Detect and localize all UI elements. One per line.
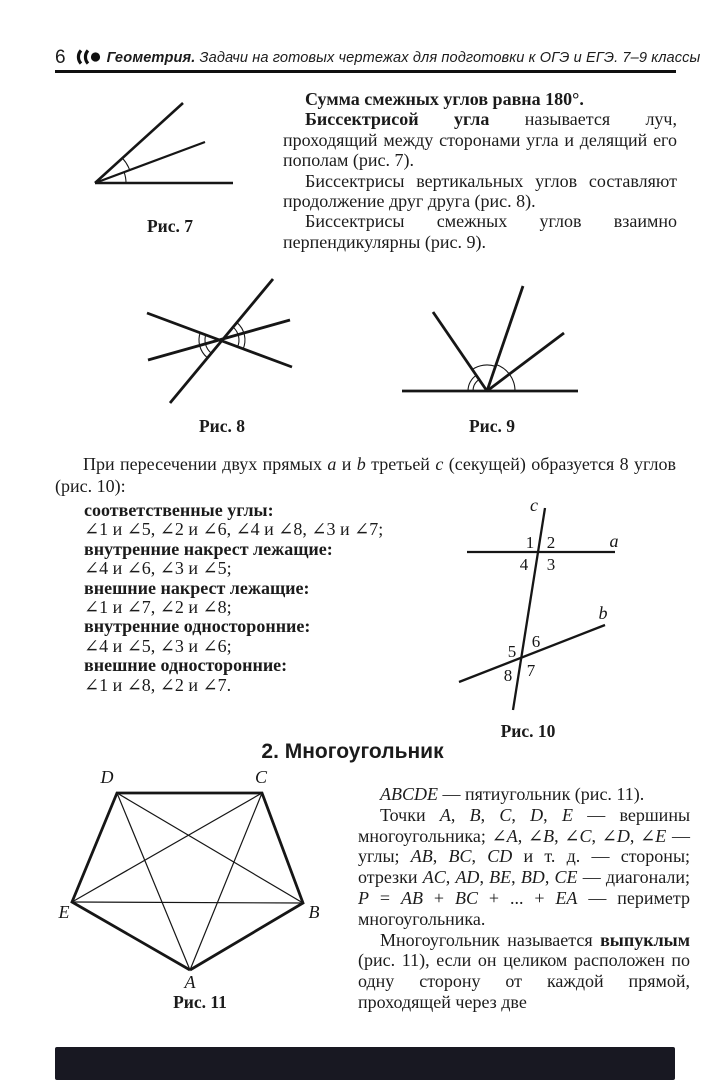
vertex-e-label: E bbox=[58, 902, 70, 922]
figure-7-angle-bisector bbox=[55, 88, 240, 188]
angle-pairs-list bbox=[84, 501, 454, 695]
figure-10-transversal bbox=[450, 495, 625, 717]
angle-5-label: 5 bbox=[507, 642, 517, 661]
header-rule bbox=[55, 70, 676, 73]
line-c-label: c bbox=[530, 495, 538, 515]
pair-title: внутренние односторонние: bbox=[84, 616, 311, 637]
pair-angles: ∠1 и ∠7, ∠2 и ∠8; bbox=[84, 597, 232, 618]
intro-paragraph-2: Биссектрисой угла называется луч, проходящий между сторонами угла и делящий его пополам (рис. 7). bbox=[283, 109, 677, 171]
angle-4-label: 4 bbox=[519, 555, 529, 574]
line-a-label: a bbox=[609, 531, 619, 551]
pair-angles: ∠4 и ∠5, ∠3 и ∠6; bbox=[84, 635, 232, 656]
transversal-paragraph: При пересечении двух прямых a и b третьей c (секущей) образуется 8 углов (рис. 10): bbox=[55, 454, 676, 496]
polygon-paragraph-3: Многоугольник называется выпуклым (рис. 11), если он целиком расположен по одну сторону от каждой прямой, проходящей через две bbox=[358, 929, 690, 1012]
pair-angles: ∠1 и ∠5, ∠2 и ∠6, ∠4 и ∠8, ∠3 и ∠7; bbox=[84, 519, 384, 540]
figure-11-pentagon bbox=[50, 765, 330, 993]
pair-title: внешние накрест лежащие: bbox=[84, 577, 310, 598]
book-logo-icon bbox=[74, 49, 101, 65]
intro-text bbox=[283, 89, 677, 252]
intro-paragraph-1: Сумма смежных углов равна 180°. bbox=[305, 89, 584, 109]
intro-paragraph-4: Биссектрисы смежных углов взаимно перпендикулярны (рис. 9). bbox=[283, 211, 677, 252]
section-2-heading: 2. Многоугольник bbox=[261, 740, 444, 763]
figure-9-caption: Рис. 9 bbox=[468, 416, 516, 436]
figure-8-vertical-angle-bisectors bbox=[140, 272, 305, 412]
vertex-b-label: B bbox=[308, 902, 320, 922]
line-b-label: b bbox=[598, 603, 608, 623]
angle-1-label: 1 bbox=[525, 533, 535, 552]
pair-angles: ∠4 и ∠6, ∠3 и ∠5; bbox=[84, 558, 232, 579]
transversal-text bbox=[55, 453, 676, 497]
figure-7-caption: Рис. 7 bbox=[146, 216, 194, 236]
book-cover-edge bbox=[55, 1047, 675, 1080]
pair-angles: ∠1 и ∠8, ∠2 и ∠7. bbox=[84, 674, 232, 695]
pair-title: соответственные углы: bbox=[84, 500, 274, 520]
page-number: 6 bbox=[55, 47, 66, 68]
angle-2-label: 2 bbox=[546, 533, 556, 552]
figure-10-caption: Рис. 10 bbox=[500, 721, 556, 741]
angle-3-label: 3 bbox=[546, 555, 556, 574]
vertex-a-label: A bbox=[184, 972, 196, 992]
vertex-d-label: D bbox=[100, 767, 114, 787]
vertex-c-label: C bbox=[254, 767, 268, 787]
angle-8-label: 8 bbox=[503, 666, 513, 685]
figure-11-caption: Рис. 11 bbox=[173, 992, 227, 1012]
pair-title: внешние односторонние: bbox=[84, 655, 288, 676]
book-title: Геометрия. Задачи на готовых чертежах для подготовки к ОГЭ и ЕГЭ. 7–9 классы bbox=[106, 50, 701, 66]
polygon-text bbox=[358, 784, 690, 1013]
figure-8-caption: Рис. 8 bbox=[198, 416, 246, 436]
polygon-paragraph-2: Точки A, B, C, D, E — вершины многоугольника; ∠A, ∠B, ∠C, ∠D, ∠E — углы; AB, BC, CD и т. д. — стороны; отрезки AC, AD, BE, BD, CE — диагонали; P = AB + BC + ... + EA — периметр многоугольника. bbox=[358, 804, 691, 929]
polygon-paragraph-1: ABCDE — пятиугольник (рис. 11). bbox=[380, 784, 645, 804]
angle-7-label: 7 bbox=[526, 661, 536, 680]
figure-9-adjacent-angle-bisectors bbox=[395, 278, 585, 400]
angle-6-label: 6 bbox=[531, 632, 541, 651]
intro-paragraph-3: Биссектрисы вертикальных углов составляют продолжение друг друга (рис. 8). bbox=[283, 170, 677, 212]
page-header bbox=[55, 47, 701, 69]
pair-title: внутренние накрест лежащие: bbox=[84, 538, 333, 559]
